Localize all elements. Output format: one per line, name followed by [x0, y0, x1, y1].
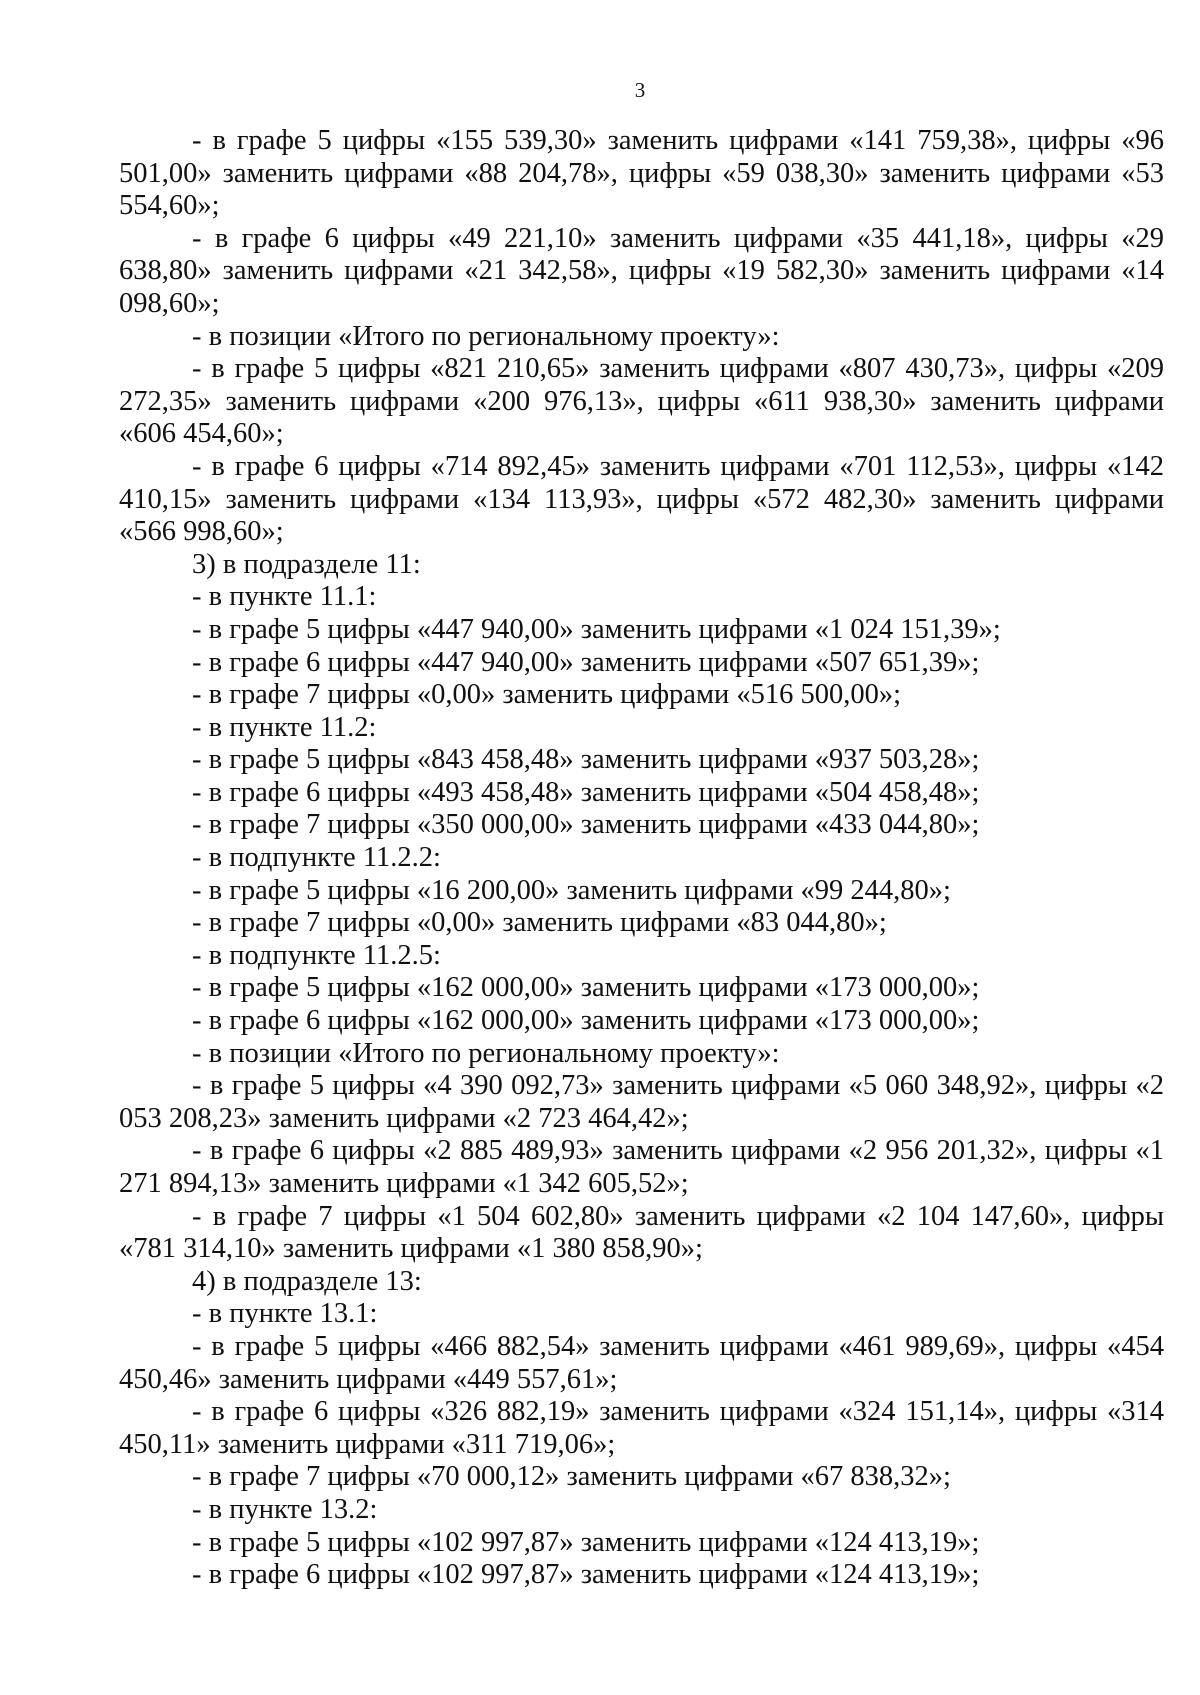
- paragraph: - в графе 5 цифры «162 000,00» заменить цифрами «173 000,00»;: [192, 972, 980, 1004]
- paragraph: - в графе 5 цифры «155 539,30» заменить цифрами «141 759,38», цифры «96 501,00» заменить цифрами «88 204,78», цифры «59 038,30» заменить цифрами «53 554,60»;: [119, 125, 1164, 222]
- paragraph: - в графе 5 цифры «102 997,87» заменить цифрами «124 413,19»;: [192, 1526, 980, 1558]
- paragraph: - в графе 6 цифры «714 892,45» заменить цифрами «701 112,53», цифры «142 410,15» заменить цифрами «134 113,93», цифры «572 482,30» заменить цифрами «566 998,60»;: [119, 450, 1164, 548]
- paragraph: - в графе 5 цифры «447 940,00» заменить цифрами «1 024 151,39»;: [192, 613, 1001, 645]
- paragraph: - в пункте 13.2:: [192, 1493, 378, 1525]
- paragraph: 3) в подразделе 11:: [192, 548, 421, 580]
- paragraph: - в графе 6 цифры «102 997,87» заменить цифрами «124 413,19»;: [192, 1559, 980, 1591]
- paragraph: - в подпункте 11.2.5:: [192, 939, 441, 971]
- paragraph: - в графе 5 цифры «4 390 092,73» заменить цифрами «5 060 348,92», цифры «2 053 208,23» заменить цифрами «2 723 464,42»;: [119, 1070, 1164, 1134]
- paragraph: - в графе 6 цифры «447 940,00» заменить цифрами «507 651,39»;: [192, 646, 980, 678]
- paragraph: - в графе 7 цифры «0,00» заменить цифрами «83 044,80»;: [192, 907, 887, 939]
- paragraph: - в графе 5 цифры «466 882,54» заменить цифрами «461 989,69», цифры «454 450,46» заменить цифрами «449 557,61»;: [119, 1330, 1164, 1395]
- paragraph: - в графе 6 цифры «162 000,00» заменить цифрами «173 000,00»;: [192, 1005, 980, 1037]
- paragraph: - в графе 7 цифры «350 000,00» заменить цифрами «433 044,80»;: [192, 809, 980, 841]
- paragraph: - в пункте 11.1:: [192, 581, 377, 613]
- paragraph: - в графе 7 цифры «70 000,12» заменить цифрами «67 838,32»;: [192, 1461, 951, 1493]
- paragraph: 4) в подразделе 13:: [192, 1265, 422, 1297]
- paragraph: - в графе 6 цифры «49 221,10» заменить цифрами «35 441,18», цифры «29 638,80» заменить цифрами «21 342,58», цифры «19 582,30» заменить цифрами «14 098,60»;: [119, 222, 1164, 319]
- paragraph: - в графе 5 цифры «843 458,48» заменить цифрами «937 503,28»;: [192, 744, 980, 776]
- paragraph: - в пункте 11.2:: [192, 711, 377, 743]
- paragraph: - в подпункте 11.2.2:: [192, 842, 441, 874]
- paragraph: - в графе 6 цифры «493 458,48» заменить цифрами «504 458,48»;: [192, 776, 980, 808]
- paragraph: - в графе 5 цифры «821 210,65» заменить цифрами «807 430,73», цифры «209 272,35» заменить цифрами «200 976,13», цифры «611 938,30» заменить цифрами «606 454,60»;: [119, 353, 1164, 450]
- paragraph: - в графе 7 цифры «1 504 602,80» заменить цифрами «2 104 147,60», цифры «781 314,10» заменить цифрами «1 380 858,90»;: [119, 1200, 1164, 1265]
- paragraph: - в графе 7 цифры «0,00» заменить цифрами «516 500,00»;: [192, 679, 902, 711]
- page-number: 3: [634, 78, 646, 102]
- paragraph: - в графе 6 цифры «326 882,19» заменить цифрами «324 151,14», цифры «314 450,11» заменить цифрами «311 719,06»;: [119, 1396, 1164, 1460]
- paragraph: - в графе 6 цифры «2 885 489,93» заменить цифрами «2 956 201,32», цифры «1 271 894,13» заменить цифрами «1 342 605,52»;: [119, 1135, 1164, 1199]
- paragraph: - в пункте 13.1:: [192, 1298, 378, 1330]
- document-body: [119, 125, 1164, 1592]
- paragraph: - в позиции «Итого по региональному проекту»:: [192, 1037, 780, 1069]
- paragraph: - в позиции «Итого по региональному проекту»:: [192, 320, 780, 352]
- paragraph: - в графе 5 цифры «16 200,00» заменить цифрами «99 244,80»;: [192, 874, 951, 906]
